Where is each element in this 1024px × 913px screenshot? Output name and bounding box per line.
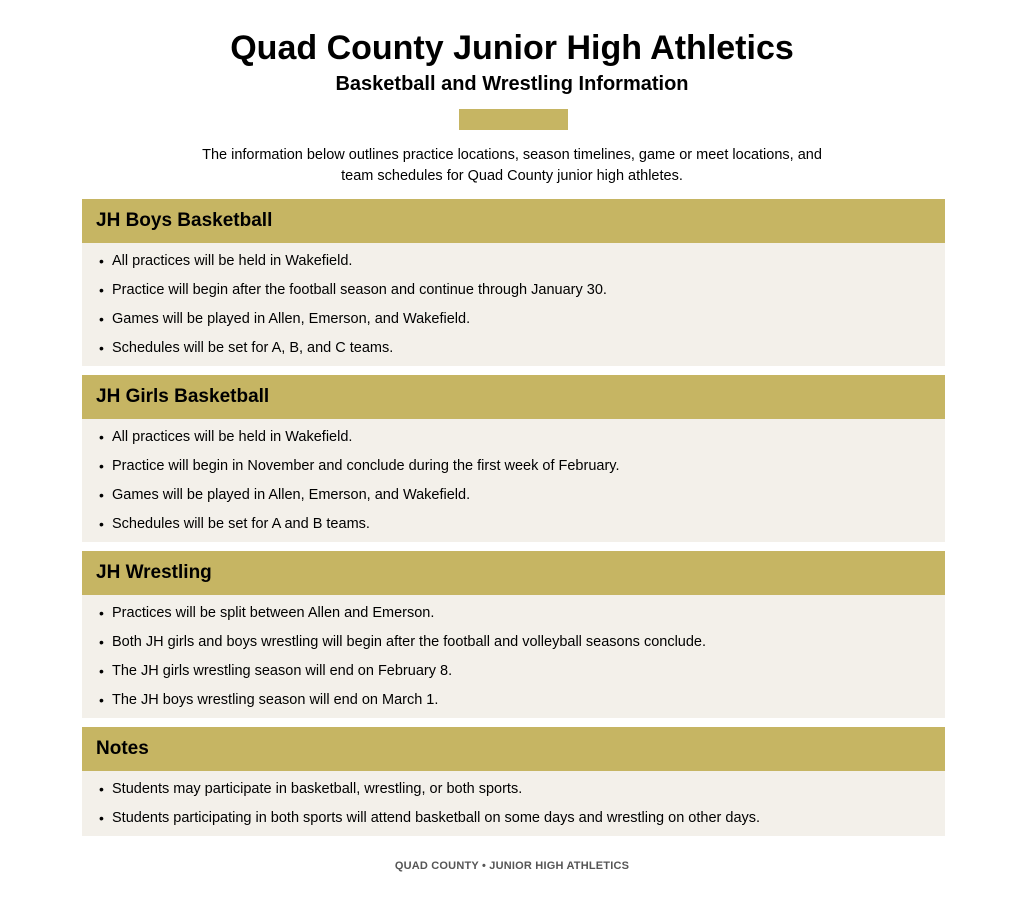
list-item-text: Students participating in both sports will attend basketball on some days and wrestling on other days. — [112, 810, 761, 826]
list-item — [82, 775, 945, 804]
section-wrestling — [82, 551, 945, 718]
section-header: JH Wrestling — [82, 551, 945, 595]
section-header: JH Boys Basketball — [82, 199, 945, 243]
list-item-text: Games will be played in Allen, Emerson, and Wakefield. — [112, 311, 471, 327]
bullet-icon: • — [99, 340, 104, 356]
list-item — [82, 686, 945, 715]
section-list — [82, 419, 945, 542]
bullet-icon: • — [99, 311, 104, 327]
bullet-icon: • — [99, 781, 104, 797]
list-item — [82, 247, 945, 276]
section-list — [82, 771, 945, 836]
bullet-icon: • — [99, 253, 104, 269]
list-item — [82, 481, 945, 510]
bullet-icon: • — [99, 810, 104, 826]
list-item — [82, 510, 945, 539]
list-item-text: All practices will be held in Wakefield. — [112, 429, 353, 445]
section-header: Notes — [82, 727, 945, 771]
list-item — [82, 804, 945, 833]
list-item-text: Both JH girls and boys wrestling will begin after the football and volleyball seasons conclude. — [112, 634, 707, 650]
list-item-text: Practice will begin in November and conclude during the first week of February. — [112, 458, 620, 474]
list-item — [82, 628, 945, 657]
list-item-text: Practices will be split between Allen and Emerson. — [112, 605, 435, 621]
page-subtitle: Basketball and Wrestling Information — [335, 73, 689, 95]
intro-paragraph: The information below outlines practice locations, season timelines, game or meet locations, and team schedules for Quad County junior high athletes. — [202, 147, 822, 184]
list-item-text: The JH girls wrestling season will end on February 8. — [112, 663, 453, 679]
list-item — [82, 305, 945, 334]
bullet-icon: • — [99, 692, 104, 708]
list-item — [82, 657, 945, 686]
accent-divider — [459, 109, 568, 130]
list-item — [82, 334, 945, 363]
section-notes — [82, 727, 945, 836]
bullet-icon: • — [99, 458, 104, 474]
page-title: Quad County Junior High Athletics — [230, 29, 794, 67]
list-item — [82, 452, 945, 481]
bullet-icon: • — [99, 282, 104, 298]
list-item — [82, 423, 945, 452]
bullet-icon: • — [99, 516, 104, 532]
bullet-icon: • — [99, 634, 104, 650]
section-header: JH Girls Basketball — [82, 375, 945, 419]
bullet-icon: • — [99, 663, 104, 679]
section-list — [82, 243, 945, 366]
bullet-icon: • — [99, 429, 104, 445]
list-item-text: The JH boys wrestling season will end on March 1. — [112, 692, 439, 708]
section-boys-basketball — [82, 199, 945, 366]
list-item-text: Games will be played in Allen, Emerson, and Wakefield. — [112, 487, 471, 503]
section-list — [82, 595, 945, 718]
footer-text: QUAD COUNTY • JUNIOR HIGH ATHLETICS — [394, 860, 630, 872]
list-item-text: Schedules will be set for A and B teams. — [112, 516, 370, 532]
list-item-text: All practices will be held in Wakefield. — [112, 253, 353, 269]
bullet-icon: • — [99, 487, 104, 503]
list-item-text: Students may participate in basketball, wrestling, or both sports. — [112, 781, 523, 797]
list-item-text: Practice will begin after the football season and continue through January 30. — [112, 282, 607, 298]
bullet-icon: • — [99, 605, 104, 621]
list-item — [82, 599, 945, 628]
section-girls-basketball — [82, 375, 945, 542]
list-item — [82, 276, 945, 305]
list-item-text: Schedules will be set for A, B, and C teams. — [112, 340, 394, 356]
